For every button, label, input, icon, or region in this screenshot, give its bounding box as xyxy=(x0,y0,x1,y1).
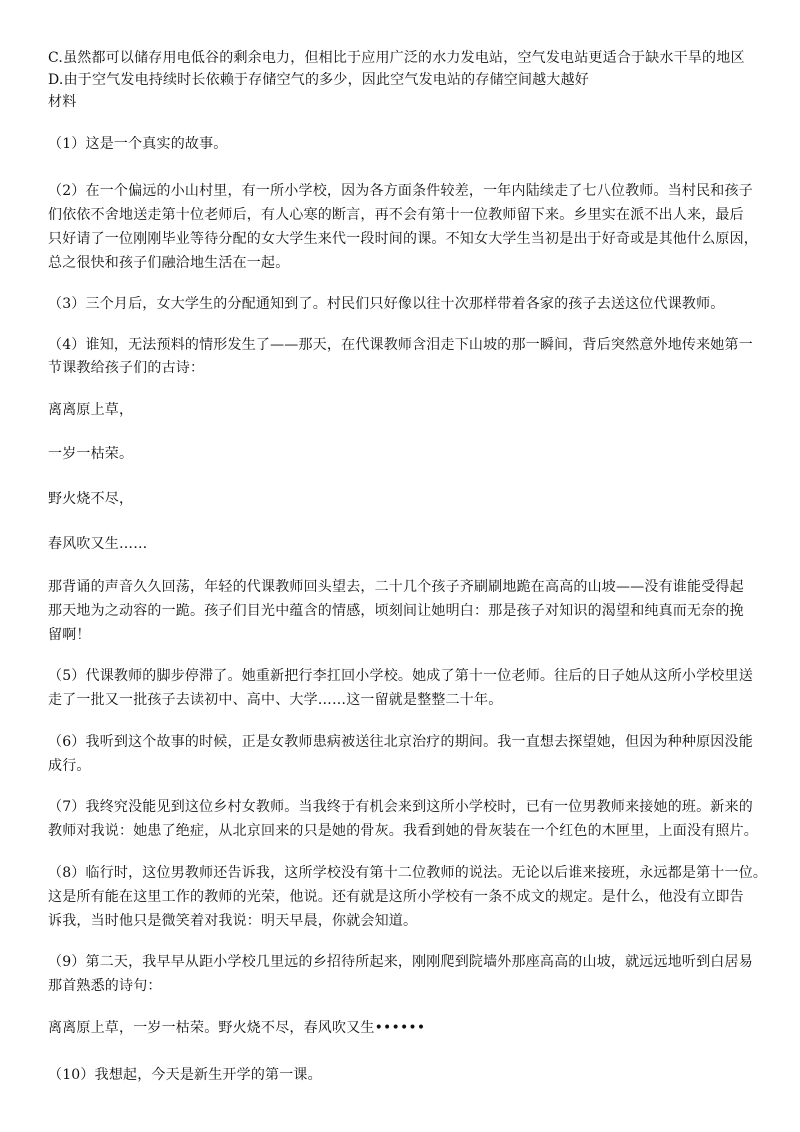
poem-line-3: 野火烧不尽， xyxy=(48,491,134,507)
material-heading: 材料 xyxy=(48,94,77,110)
paragraph-6-line-2: 成行。 xyxy=(48,758,91,774)
paragraph-8-line-2: 这是所有能在这里工作的教师的光荣，他说。还有就是这所小学校有一条不成文的规定。是什么，他没有立即告 xyxy=(48,889,744,905)
paragraph-8-line-3: 诉我，当时他只是微笑着对我说：明天早晨，你就会知道。 xyxy=(48,913,418,929)
paragraph-6-line-1: （6）我听到这个故事的时候，正是女教师患病被送往北京治疗的期间。我一直想去探望她，但因为种种原因没能 xyxy=(48,734,753,750)
paragraph-5-line-2: 走了一批又一批孩子去读初中、高中、大学……这一留就是整整二十年。 xyxy=(48,692,503,708)
kneel-para-line-3: 留啊！ xyxy=(48,627,91,643)
paragraph-9-line-1: （9）第二天，我早早从距小学校几里远的乡招待所起来，刚刚爬到院墙外那座高高的山坡，就远远地听到白居易 xyxy=(48,954,753,970)
paragraph-8-line-1: （8）临行时，这位男教师还告诉我，这所学校没有第十二位教师的说法。无论以后谁来接班，永远都是第十一位。 xyxy=(48,865,768,881)
paragraph-2-line-1: （2）在一个偏远的小山村里，有一所小学校，因为各方面条件较差，一年内陆续走了七八位教师。当村民和孩子 xyxy=(48,183,753,199)
kneel-para-line-2: 那天地为之动容的一跪。孩子们目光中蕴含的情感，顷刻间让她明白：那是孩子对知识的渴望和纯真而无奈的挽 xyxy=(48,603,744,619)
poem-line-2: 一岁一枯荣。 xyxy=(48,446,134,462)
option-d: D.由于空气发电持续时长依赖于存储空气的多少，因此空气发电站的存储空间越大越好 xyxy=(48,72,589,88)
paragraph-5-line-1: （5）代课教师的脚步停滞了。她重新把行李扛回小学校。她成了第十一位老师。往后的日子她从这所小学校里送 xyxy=(48,668,753,684)
paragraph-7-line-1: （7）我终究没能见到这位乡村女教师。当我终于有机会来到这所小学校时，已有一位男教师来接她的班。新来的 xyxy=(48,799,753,815)
kneel-para-line-1: 那背诵的声音久久回荡，年轻的代课教师回头望去，二十几个孩子齐刷刷地跪在高高的山坡——没有谁能受得起 xyxy=(48,579,744,595)
paragraph-4-line-1: （4）谁知，无法预料的情形发生了——那天，在代课教师含泪走下山坡的那一瞬间，背后突然意外地传来她第一 xyxy=(48,337,753,353)
option-c: C.虽然都可以储存用电低谷的剩余电力，但相比于应用广泛的水力发电站，空气发电站更适合于缺水干旱的地区 xyxy=(48,50,745,66)
paragraph-1: （1）这是一个真实的故事。 xyxy=(48,136,228,152)
paragraph-2-line-2: 们依依不舍地送走第十位老师后，有人心寒的断言，再不会有第十一位教师留下来。乡里实在派不出人来，最后 xyxy=(48,207,744,223)
poem-line-4: 春风吹又生…… xyxy=(48,536,148,552)
paragraph-2-line-4: 总之很快和孩子们融洽地生活在一起。 xyxy=(48,255,290,271)
paragraph-7-line-2: 教师对我说：她患了绝症，从北京回来的只是她的骨灰。我看到她的骨灰装在一个红色的木匣里，上面没有照片。 xyxy=(48,823,758,839)
poem-recital: 离离原上草，一岁一枯荣。野火烧不尽，春风吹又生•••••• xyxy=(48,1020,426,1036)
paragraph-3: （3）三个月后，女大学生的分配通知到了。村民们只好像以往十次那样带着各家的孩子去送这位代课教师。 xyxy=(48,296,725,312)
poem-line-1: 离离原上草， xyxy=(48,402,134,418)
paragraph-4-line-2: 节课教给孩子们的古诗： xyxy=(48,360,205,376)
paragraph-2-line-3: 只好请了一位刚刚毕业等待分配的女大学生来代一段时间的课。不知女大学生当初是出于好奇或是其他什么原因， xyxy=(48,231,758,247)
paragraph-9-line-2: 那首熟悉的诗句： xyxy=(48,978,162,994)
paragraph-10: （10）我想起，今天是新生开学的第一课。 xyxy=(48,1067,322,1083)
